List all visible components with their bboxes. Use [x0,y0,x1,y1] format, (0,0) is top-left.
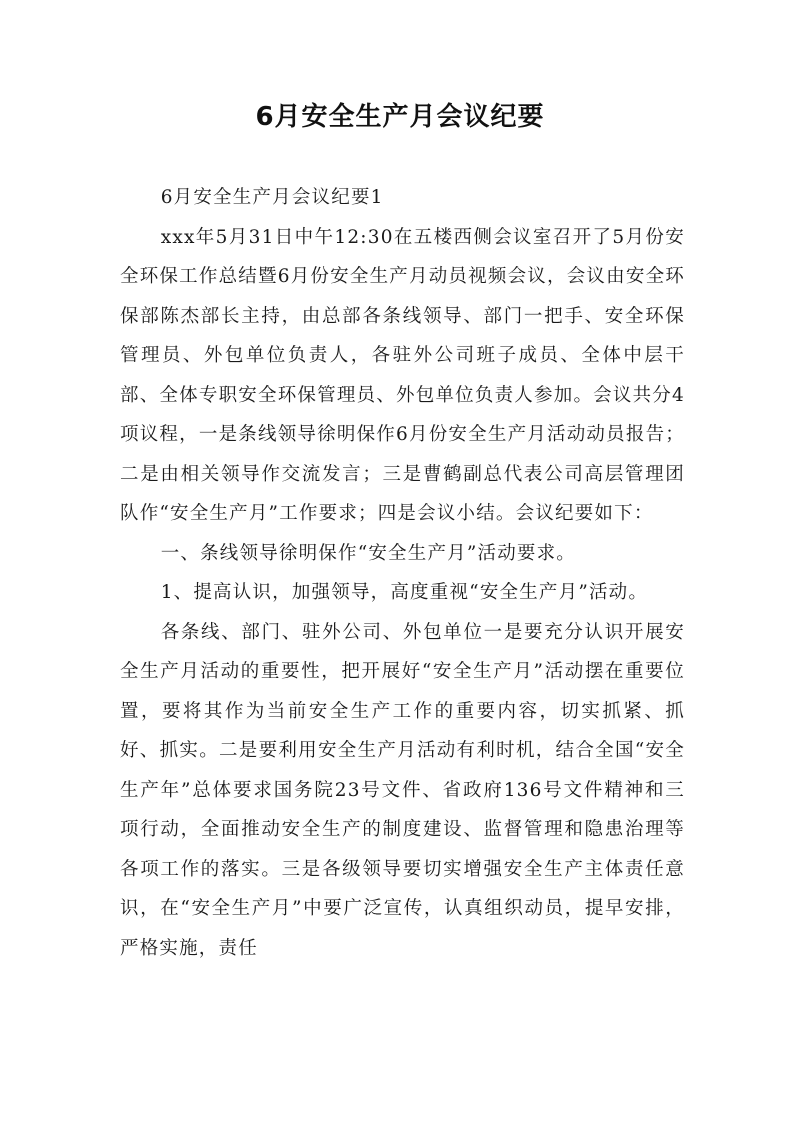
document-body [120,178,685,968]
body-paragraph: 1、提高认识，加强领导，高度重视“安全生产月”活动。 [160,582,649,603]
body-paragraph: xxx年5月31日中午12:30在五楼西侧会议室召开了5月份安全环保工作总结暨6月份安全生产月动员视频会议，会议由安全环保部陈杰部长主持，由总部各条线领导、部门一把手、安全环保管理员、外包单位负责人，各驻外公司班子成员、全体中层干部、全体专职安全环保管理员、外包单位负责人参加。会议共分4项议程，一是条线领导徐明保作6月份安全生产月活动动员报告；二是由相关领导作交流发言；三是曹鹤副总代表公司高层管理团队作“安全生产月”工作要求；四是会议小结。会议纪要如下： [120,226,685,524]
body-paragraph: 各条线、部门、驻外公司、外包单位一是要充分认识开展安全生产月活动的重要性，把开展好“安全生产月”活动摆在重要位置，要将其作为当前安全生产工作的重要内容，切实抓紧、抓好、抓实。二是要利用安全生产月活动有利时机，结合全国“安全生产年”总体要求国务院23号文件、省政府136号文件精神和三项行动，全面推动安全生产的制度建设、监督管理和隐患治理等各项工作的落实。三是各级领导要切实增强安全生产主体责任意识，在“安全生产月”中要广泛宣传，认真组织动员，提早安排，严格实施，责任 [120,621,685,959]
document-title: 6月安全生产月会议纪要 [255,102,545,132]
body-paragraph: 一、条线领导徐明保作“安全生产月”活动要求。 [160,542,577,564]
section-heading: 6月安全生产月会议纪要1 [160,187,384,208]
